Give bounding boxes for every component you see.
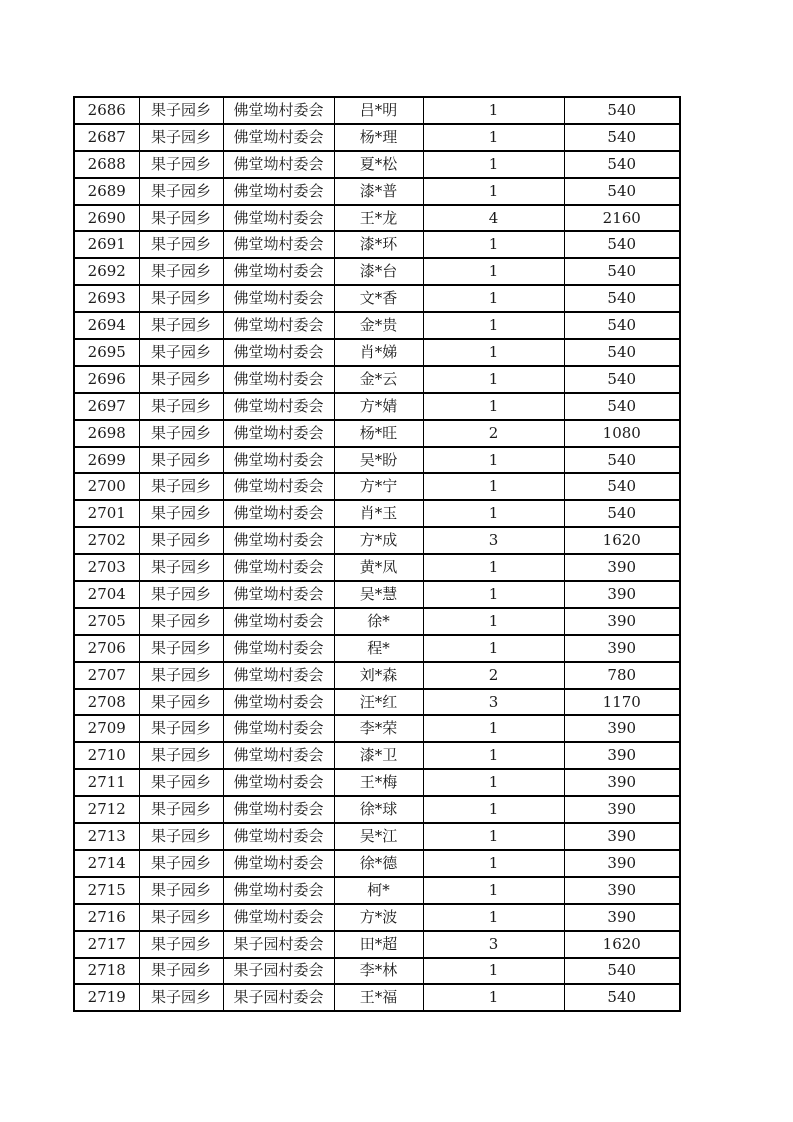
cell-amount: 540 [564,393,680,420]
cell-amount: 540 [564,124,680,151]
cell-count: 1 [423,473,564,500]
cell-row-number: 2705 [74,608,139,635]
cell-count: 3 [423,931,564,958]
cell-village-committee: 佛堂坳村委会 [223,258,334,285]
cell-township: 果子园乡 [139,447,223,474]
cell-person-name: 程* [334,635,423,662]
cell-village-committee: 佛堂坳村委会 [223,769,334,796]
cell-township: 果子园乡 [139,97,223,124]
table-row [74,258,680,285]
cell-person-name: 肖*娣 [334,339,423,366]
cell-person-name: 黄*凤 [334,554,423,581]
subsidy-table [73,96,681,1012]
cell-count: 1 [423,554,564,581]
cell-row-number: 2704 [74,581,139,608]
cell-count: 1 [423,312,564,339]
cell-village-committee: 佛堂坳村委会 [223,635,334,662]
cell-count: 4 [423,205,564,232]
cell-count: 1 [423,178,564,205]
cell-amount: 540 [564,151,680,178]
table-row [74,151,680,178]
cell-township: 果子园乡 [139,742,223,769]
cell-count: 1 [423,850,564,877]
cell-amount: 540 [564,178,680,205]
cell-count: 1 [423,877,564,904]
cell-amount: 390 [564,823,680,850]
cell-person-name: 方*波 [334,904,423,931]
cell-row-number: 2719 [74,984,139,1011]
cell-village-committee: 佛堂坳村委会 [223,689,334,716]
cell-person-name: 杨*旺 [334,420,423,447]
cell-row-number: 2697 [74,393,139,420]
cell-row-number: 2701 [74,500,139,527]
cell-amount: 390 [564,904,680,931]
cell-township: 果子园乡 [139,796,223,823]
cell-count: 1 [423,500,564,527]
table-row [74,205,680,232]
cell-township: 果子园乡 [139,581,223,608]
table-row [74,877,680,904]
cell-person-name: 金*云 [334,366,423,393]
cell-township: 果子园乡 [139,689,223,716]
cell-township: 果子园乡 [139,715,223,742]
cell-count: 1 [423,151,564,178]
cell-count: 1 [423,231,564,258]
table-row [74,178,680,205]
cell-village-committee: 佛堂坳村委会 [223,662,334,689]
table-row [74,97,680,124]
cell-person-name: 李*林 [334,958,423,985]
cell-count: 1 [423,366,564,393]
cell-township: 果子园乡 [139,473,223,500]
cell-township: 果子园乡 [139,393,223,420]
cell-township: 果子园乡 [139,823,223,850]
cell-township: 果子园乡 [139,231,223,258]
cell-count: 1 [423,581,564,608]
cell-amount: 390 [564,769,680,796]
cell-village-committee: 佛堂坳村委会 [223,742,334,769]
cell-township: 果子园乡 [139,527,223,554]
cell-township: 果子园乡 [139,877,223,904]
cell-person-name: 杨*理 [334,124,423,151]
cell-township: 果子园乡 [139,124,223,151]
cell-count: 1 [423,715,564,742]
cell-township: 果子园乡 [139,850,223,877]
cell-village-committee: 佛堂坳村委会 [223,608,334,635]
cell-row-number: 2717 [74,931,139,958]
cell-person-name: 吕*明 [334,97,423,124]
cell-township: 果子园乡 [139,554,223,581]
cell-person-name: 吴*江 [334,823,423,850]
cell-village-committee: 佛堂坳村委会 [223,796,334,823]
cell-count: 3 [423,689,564,716]
cell-township: 果子园乡 [139,931,223,958]
cell-amount: 1170 [564,689,680,716]
cell-row-number: 2698 [74,420,139,447]
cell-amount: 540 [564,97,680,124]
cell-amount: 1620 [564,931,680,958]
cell-amount: 390 [564,554,680,581]
table-row [74,984,680,1011]
cell-village-committee: 佛堂坳村委会 [223,823,334,850]
cell-village-committee: 佛堂坳村委会 [223,97,334,124]
cell-count: 3 [423,527,564,554]
cell-village-committee: 佛堂坳村委会 [223,850,334,877]
cell-amount: 390 [564,608,680,635]
cell-amount: 540 [564,447,680,474]
cell-row-number: 2689 [74,178,139,205]
cell-amount: 540 [564,366,680,393]
cell-village-committee: 果子园村委会 [223,931,334,958]
table-row [74,796,680,823]
cell-amount: 540 [564,231,680,258]
cell-township: 果子园乡 [139,500,223,527]
cell-count: 1 [423,393,564,420]
cell-count: 1 [423,285,564,312]
table-row [74,581,680,608]
cell-row-number: 2718 [74,958,139,985]
cell-village-committee: 佛堂坳村委会 [223,904,334,931]
cell-village-committee: 佛堂坳村委会 [223,473,334,500]
cell-person-name: 徐* [334,608,423,635]
cell-amount: 540 [564,500,680,527]
table-row [74,393,680,420]
cell-person-name: 方*成 [334,527,423,554]
cell-person-name: 漆*普 [334,178,423,205]
cell-row-number: 2686 [74,97,139,124]
cell-township: 果子园乡 [139,635,223,662]
table-row [74,231,680,258]
cell-amount: 780 [564,662,680,689]
cell-township: 果子园乡 [139,958,223,985]
cell-row-number: 2708 [74,689,139,716]
cell-village-committee: 佛堂坳村委会 [223,581,334,608]
cell-township: 果子园乡 [139,420,223,447]
cell-village-committee: 佛堂坳村委会 [223,554,334,581]
cell-amount: 390 [564,850,680,877]
cell-person-name: 漆*台 [334,258,423,285]
cell-row-number: 2695 [74,339,139,366]
cell-person-name: 汪*红 [334,689,423,716]
cell-count: 1 [423,124,564,151]
cell-village-committee: 佛堂坳村委会 [223,312,334,339]
cell-person-name: 文*香 [334,285,423,312]
cell-person-name: 刘*森 [334,662,423,689]
cell-count: 2 [423,420,564,447]
cell-amount: 1620 [564,527,680,554]
cell-person-name: 夏*松 [334,151,423,178]
cell-township: 果子园乡 [139,662,223,689]
table-row [74,500,680,527]
cell-township: 果子园乡 [139,366,223,393]
cell-count: 1 [423,339,564,366]
cell-count: 1 [423,823,564,850]
cell-person-name: 吴*慧 [334,581,423,608]
cell-amount: 390 [564,877,680,904]
cell-village-committee: 佛堂坳村委会 [223,231,334,258]
cell-amount: 390 [564,635,680,662]
cell-person-name: 吴*盼 [334,447,423,474]
cell-village-committee: 果子园村委会 [223,958,334,985]
table-row [74,715,680,742]
cell-count: 1 [423,769,564,796]
cell-amount: 390 [564,742,680,769]
cell-township: 果子园乡 [139,151,223,178]
subsidy-table-body [74,97,680,1011]
cell-person-name: 王*梅 [334,769,423,796]
cell-row-number: 2691 [74,231,139,258]
cell-person-name: 方*宁 [334,473,423,500]
table-row [74,285,680,312]
cell-village-committee: 佛堂坳村委会 [223,178,334,205]
table-row [74,904,680,931]
cell-amount: 540 [564,285,680,312]
cell-amount: 540 [564,258,680,285]
cell-village-committee: 佛堂坳村委会 [223,447,334,474]
cell-count: 1 [423,984,564,1011]
table-row [74,635,680,662]
table-row [74,420,680,447]
cell-village-committee: 佛堂坳村委会 [223,366,334,393]
table-row [74,447,680,474]
cell-count: 1 [423,635,564,662]
cell-amount: 390 [564,796,680,823]
cell-row-number: 2692 [74,258,139,285]
cell-count: 1 [423,958,564,985]
cell-person-name: 方*婧 [334,393,423,420]
cell-amount: 540 [564,339,680,366]
cell-person-name: 王*龙 [334,205,423,232]
cell-row-number: 2693 [74,285,139,312]
cell-village-committee: 佛堂坳村委会 [223,393,334,420]
table-row [74,662,680,689]
cell-row-number: 2694 [74,312,139,339]
cell-row-number: 2703 [74,554,139,581]
cell-row-number: 2690 [74,205,139,232]
cell-row-number: 2713 [74,823,139,850]
table-row [74,769,680,796]
cell-township: 果子园乡 [139,984,223,1011]
cell-township: 果子园乡 [139,178,223,205]
cell-row-number: 2707 [74,662,139,689]
cell-village-committee: 佛堂坳村委会 [223,151,334,178]
cell-person-name: 肖*玉 [334,500,423,527]
cell-person-name: 徐*德 [334,850,423,877]
cell-row-number: 2687 [74,124,139,151]
table-row [74,958,680,985]
cell-row-number: 2716 [74,904,139,931]
cell-village-committee: 佛堂坳村委会 [223,527,334,554]
cell-person-name: 漆*环 [334,231,423,258]
cell-person-name: 徐*球 [334,796,423,823]
cell-row-number: 2714 [74,850,139,877]
cell-person-name: 漆*卫 [334,742,423,769]
cell-person-name: 田*超 [334,931,423,958]
cell-count: 1 [423,796,564,823]
table-row [74,931,680,958]
table-row [74,689,680,716]
cell-township: 果子园乡 [139,769,223,796]
table-row [74,312,680,339]
cell-count: 1 [423,608,564,635]
cell-township: 果子园乡 [139,904,223,931]
table-row [74,608,680,635]
cell-township: 果子园乡 [139,205,223,232]
cell-count: 1 [423,904,564,931]
cell-township: 果子园乡 [139,339,223,366]
cell-township: 果子园乡 [139,312,223,339]
cell-count: 1 [423,258,564,285]
cell-row-number: 2688 [74,151,139,178]
cell-person-name: 金*贵 [334,312,423,339]
cell-row-number: 2715 [74,877,139,904]
cell-township: 果子园乡 [139,258,223,285]
cell-row-number: 2700 [74,473,139,500]
cell-village-committee: 佛堂坳村委会 [223,715,334,742]
table-row [74,366,680,393]
cell-amount: 390 [564,581,680,608]
cell-village-committee: 佛堂坳村委会 [223,500,334,527]
cell-amount: 540 [564,958,680,985]
cell-amount: 2160 [564,205,680,232]
table-row [74,124,680,151]
cell-village-committee: 佛堂坳村委会 [223,124,334,151]
cell-village-committee: 佛堂坳村委会 [223,205,334,232]
cell-count: 2 [423,662,564,689]
cell-row-number: 2709 [74,715,139,742]
cell-village-committee: 佛堂坳村委会 [223,339,334,366]
table-row [74,339,680,366]
table-row [74,554,680,581]
table-row [74,527,680,554]
cell-row-number: 2699 [74,447,139,474]
cell-row-number: 2702 [74,527,139,554]
cell-township: 果子园乡 [139,608,223,635]
cell-amount: 1080 [564,420,680,447]
cell-person-name: 柯* [334,877,423,904]
cell-count: 1 [423,447,564,474]
table-row [74,742,680,769]
cell-row-number: 2712 [74,796,139,823]
cell-village-committee: 果子园村委会 [223,984,334,1011]
cell-person-name: 王*福 [334,984,423,1011]
cell-village-committee: 佛堂坳村委会 [223,420,334,447]
cell-amount: 540 [564,984,680,1011]
cell-count: 1 [423,742,564,769]
table-row [74,850,680,877]
cell-village-committee: 佛堂坳村委会 [223,285,334,312]
cell-person-name: 李*荣 [334,715,423,742]
cell-amount: 390 [564,715,680,742]
cell-amount: 540 [564,473,680,500]
cell-row-number: 2696 [74,366,139,393]
cell-amount: 540 [564,312,680,339]
cell-township: 果子园乡 [139,285,223,312]
cell-row-number: 2706 [74,635,139,662]
cell-row-number: 2711 [74,769,139,796]
cell-count: 1 [423,97,564,124]
cell-row-number: 2710 [74,742,139,769]
table-row [74,473,680,500]
table-row [74,823,680,850]
cell-village-committee: 佛堂坳村委会 [223,877,334,904]
